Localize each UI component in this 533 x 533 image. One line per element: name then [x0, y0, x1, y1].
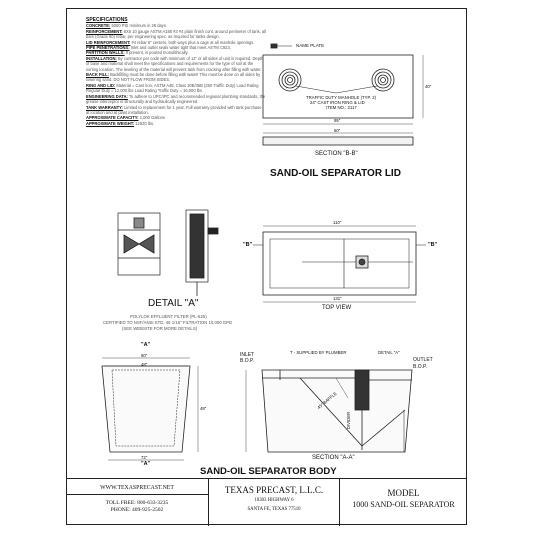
company-name: TEXAS PRECAST, L.L.C.	[224, 485, 324, 495]
spec-label: LID REINFORCEMENT:	[86, 39, 131, 45]
section-a-marker-bottom: "A"	[141, 461, 151, 467]
spec-text: Material = Cast iron, ASTM A48, Class 30B/35B (250 Traffic Duty) Load Rating Regular Duty = 12,000 lbs Load Rating Traffic Duty = 16,000 lbs	[86, 82, 259, 94]
model-cell	[340, 479, 467, 526]
phone-number: PHONE: 409-925-2502	[110, 507, 164, 513]
spec-text: To adhere to UPC/IPC and recommended regional plumbing standards, the grease interceptor is structurally and hydraulically engineered.	[86, 93, 266, 105]
section-a-marker-top: "A"	[141, 342, 151, 348]
website-link[interactable]: WWW.TEXASPRECAST.NET	[100, 485, 174, 491]
outlet-bop-label: B.O.P.	[413, 364, 428, 370]
spec-label: ENGINEERING DATA:	[86, 93, 128, 99]
body-title: SAND-OIL SEPARATOR BODY	[200, 466, 337, 477]
contact-cell	[66, 479, 209, 526]
spec-text: 5000 PSI minimum in 28 days.	[111, 23, 168, 29]
lid-section-label: SECTION "B-B"	[315, 151, 358, 157]
manhole-note-1: TRAFFIC DUTY MANHOLE (TYP. 2)	[306, 95, 377, 100]
top-view-dim-bottom: 131"	[333, 296, 342, 301]
lid-section-bb	[263, 137, 413, 145]
top-view-marker-left: "B"	[243, 242, 253, 248]
spec-label: APPROXIMATE CAPACITY:	[86, 115, 139, 121]
manhole-note-2: 24" CAST IRON RING & LID	[310, 100, 365, 105]
t-supplied-label: T - SUPPLIED BY PLUMBER	[290, 350, 347, 355]
spec-label: RING AND LID:	[86, 82, 116, 88]
company-address-1: 18303 HIGHWAY 6	[254, 498, 294, 503]
spec-text: If present, is poured monolithically.	[125, 50, 189, 56]
spec-text: By contractor per code with minimum of 12" or all sides of unit is required. Depth of base and material shall meet the specifications and requirements for the type of soil at the sorting location. The leveling of the material will prevent tank from cracking after filling with water.	[86, 55, 264, 72]
spec-text: Inlet and outlet seals water tight that meet ASTM C923.	[130, 45, 231, 51]
detail-note-1: POLYLOK EFFLUENT FILTER (PL-625)	[130, 314, 207, 319]
model-name: 1000 SAND-OIL SEPARATOR	[352, 500, 455, 509]
detail-a-title: DETAIL "A"	[148, 298, 199, 309]
toll-free-number: TOLL FREE: 800-633-3235	[105, 500, 169, 506]
spec-label: PIPE PENETRATIONS:	[86, 45, 130, 51]
spec-label: TANK WARRANTY:	[86, 104, 123, 110]
spec-label: CONCRETE:	[86, 23, 111, 29]
spec-text: 6X6 10 gauge ASTM A185 #3 #4 plain finish cont. around perimeter of tank, all bars (Grade 60) rebar, per engineering spec. as required for tanks design.	[86, 28, 267, 40]
body-dim-base: 72"	[141, 455, 148, 460]
model-label: MODEL	[387, 488, 420, 498]
spec-text: #4 rebar 6" centers, both ways plus a cage at all manhole openings.	[131, 39, 255, 45]
spec-label: REINFORCEMENT:	[86, 28, 123, 34]
lid-dim-top: 95"	[334, 118, 341, 123]
manhole-left	[279, 69, 301, 91]
inlet-label: INLET	[240, 352, 255, 358]
name-plate-mark	[271, 44, 277, 48]
spec-label: INSTALLATION:	[86, 55, 117, 61]
detail-note-2: CERTIFIED TO NSF/ANSI STD. 46 1/16" FILTRATION 10,000 GPD	[103, 320, 233, 325]
title-block	[66, 478, 467, 526]
top-view-marker-right: "B"	[428, 242, 438, 248]
company-cell	[209, 479, 340, 526]
divider-label: DIVIDER	[346, 411, 352, 430]
section-aa-outline	[262, 370, 412, 452]
lid-section-dim: 60"	[334, 128, 341, 133]
name-plate-label: NAME PLATE	[296, 43, 325, 48]
spec-text: 12520 lbs.	[135, 120, 155, 126]
spec-label: PARTITION WALLS:	[86, 50, 125, 56]
manhole-note-3: ITEM NO.: 2117	[326, 105, 357, 110]
lid-title: SAND-OIL SEPARATOR LID	[270, 168, 401, 179]
section-aa-label: SECTION "A-A"	[312, 455, 355, 461]
spec-text: 1,000 Gallons	[139, 115, 165, 121]
manhole-right	[372, 69, 394, 91]
lid-dim-side: 40"	[425, 84, 432, 89]
effluent-filter-drawing	[118, 210, 218, 296]
body-dim-inner: 48"	[141, 362, 148, 367]
inlet-bop-label: B.O.P.	[240, 358, 255, 364]
filter-in-section	[355, 370, 369, 410]
company-address-2: SANTA FE, TEXAS 77510	[247, 507, 301, 512]
body-dim-width: 60"	[141, 353, 148, 358]
outlet-label: OUTLET	[413, 357, 433, 363]
baffle-label: 45° BAFFLE	[316, 390, 338, 411]
spec-label: APPROXIMATE WEIGHT:	[86, 120, 135, 126]
specifications-heading: SPECIFICATIONS	[86, 17, 128, 23]
top-view-label: TOP VIEW	[322, 305, 352, 311]
body-section-outline	[102, 366, 190, 452]
detail-ref-label: DETAIL "A"	[378, 350, 400, 355]
body-dim-height: 48"	[200, 406, 207, 411]
top-view-outline	[263, 232, 416, 295]
spec-label: BACK FILL:	[86, 72, 109, 78]
spec-text: Backfilling must be done before filling with water! This must be done on all sides by lowering sand. DO NOT FLOW FROM SIDES.	[86, 72, 261, 83]
detail-note-3: (SEE WEBSITE FOR MORE DETAILS)	[122, 326, 198, 331]
top-view-dim-top: 110"	[333, 220, 342, 225]
spec-text: Limited to replacement for 1 year. Full warranty provided with tank purchase at location and at plant installation.	[86, 104, 262, 115]
